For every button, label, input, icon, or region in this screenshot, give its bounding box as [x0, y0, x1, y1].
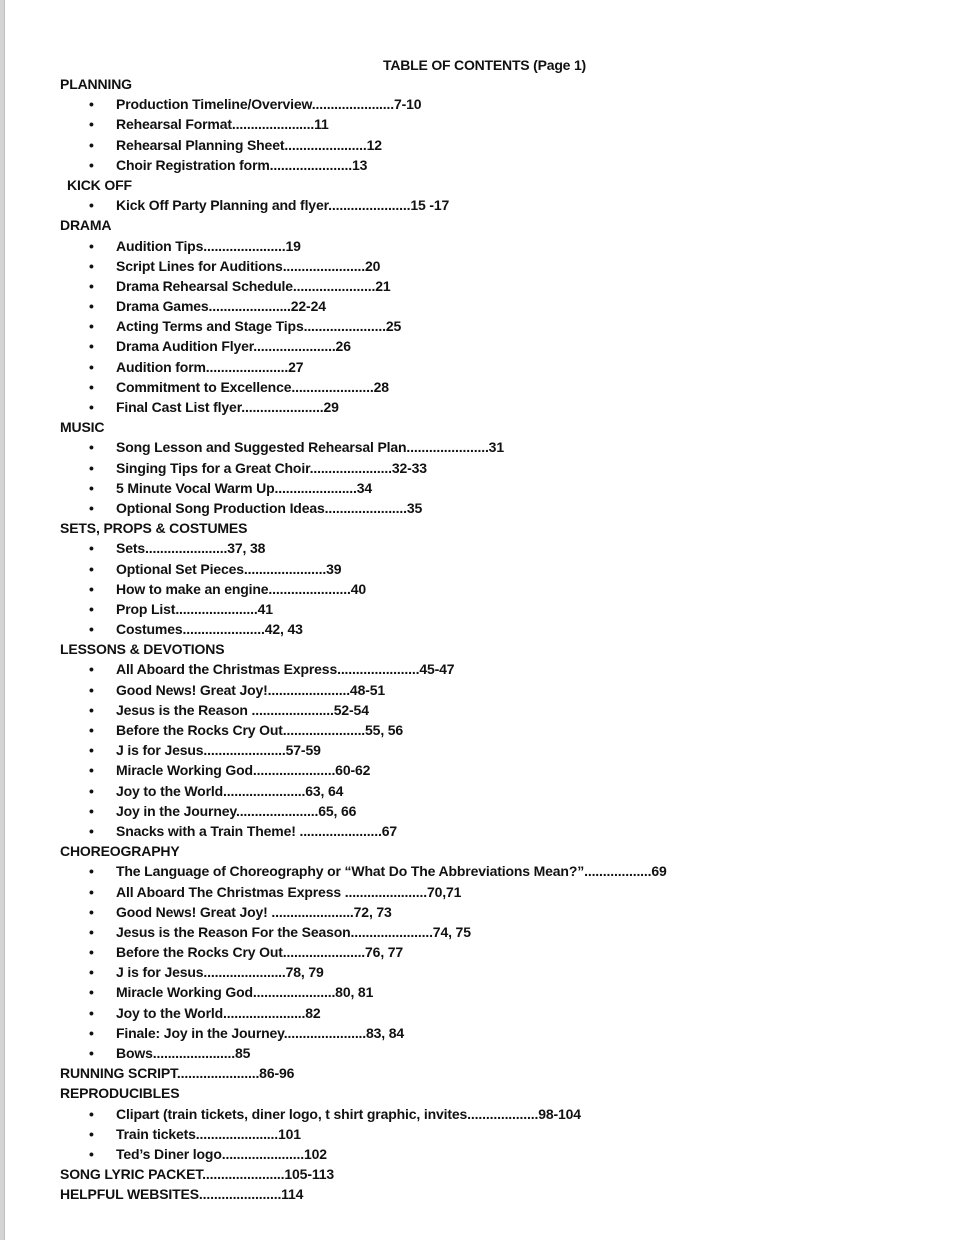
toc-entry-text: Joy to the World......................82: [116, 1004, 321, 1021]
toc-entry: [60, 599, 960, 619]
bullet-icon: •: [89, 540, 94, 557]
toc-entry-text: J is for Jesus......................78, 79: [116, 964, 324, 981]
toc-entry-text: J is for Jesus......................57-59: [116, 742, 321, 759]
bullet-icon: •: [89, 1045, 94, 1061]
bullet-icon: •: [89, 1004, 94, 1021]
toc-entry-text: Audition Tips......................19: [116, 237, 301, 254]
bullet-icon: •: [89, 1024, 94, 1041]
toc-entry-text: Acting Terms and Stage Tips......................25: [116, 318, 402, 335]
toc-entry: [60, 720, 960, 740]
section-heading: HELPFUL WEBSITES......................114: [60, 1186, 304, 1203]
toc-entry-text: Ted’s Diner logo......................102: [116, 1145, 327, 1162]
bullet-icon: •: [89, 358, 94, 375]
section-heading: DRAMA: [60, 217, 112, 234]
toc-entry-text: Bows......................85: [116, 1045, 251, 1061]
toc-entry-text: Commitment to Excellence......................28: [116, 378, 389, 395]
bullet-icon: •: [89, 944, 94, 961]
page-edge: [0, 0, 5, 1240]
toc-entry-text: Before the Rocks Cry Out......................76, 77: [116, 944, 404, 961]
toc-entry: [60, 336, 960, 356]
toc-entry-text: Miracle Working God......................80, 81: [116, 984, 374, 1001]
toc-entry: [60, 195, 960, 215]
toc-entry: [60, 882, 960, 902]
section-heading: REPRODUCIBLES: [60, 1085, 180, 1102]
toc-entry: [60, 94, 960, 114]
toc-entry-text: Prop List......................41: [116, 600, 273, 617]
bullet-icon: •: [89, 298, 94, 315]
toc-entry: [60, 659, 960, 679]
toc-entry-text: Drama Rehearsal Schedule......................21: [116, 277, 391, 294]
toc-entry: [60, 559, 960, 579]
section-heading: RUNNING SCRIPT......................86-96: [60, 1065, 295, 1082]
toc-entry: [60, 619, 960, 639]
toc-entry-text: Optional Song Production Ideas......................35: [116, 499, 423, 516]
section-heading: MUSIC: [60, 419, 105, 436]
toc-entry-text: Song Lesson and Suggested Rehearsal Plan......................31: [116, 439, 504, 456]
toc-entry: [60, 155, 960, 175]
toc-entry-text: Optional Set Pieces......................39: [116, 560, 342, 577]
toc-entry-text: Snacks with a Train Theme! ......................67: [116, 822, 397, 839]
toc-entry: [60, 114, 960, 134]
toc-entry: [60, 478, 960, 498]
toc-entry-text: Finale: Joy in the Journey......................83, 84: [116, 1024, 405, 1041]
toc-entry: [60, 458, 960, 478]
bullet-icon: •: [89, 116, 94, 133]
bullet-icon: •: [89, 399, 94, 415]
toc-entry: [60, 236, 960, 256]
bullet-icon: •: [89, 499, 94, 516]
toc-entry: [60, 296, 960, 316]
toc-entry-text: Singing Tips for a Great Choir......................32-33: [116, 459, 427, 476]
toc-entry-text: Rehearsal Format......................11: [116, 116, 329, 133]
toc-entry: [60, 861, 960, 881]
toc-entry-text: Script Lines for Auditions......................20: [116, 257, 381, 274]
bullet-icon: •: [89, 479, 94, 496]
toc-entry: [60, 135, 960, 155]
toc-entry-text: Final Cast List flyer......................29: [116, 399, 339, 415]
bullet-icon: •: [89, 681, 94, 698]
toc-entry-text: Audition form......................27: [116, 358, 304, 375]
bullet-icon: •: [89, 439, 94, 456]
toc-entry-text: Clipart (train tickets, diner logo, t shirt graphic, invites...................98-104: [116, 1105, 581, 1122]
table-of-contents: [60, 74, 960, 1205]
bullet-icon: •: [89, 237, 94, 254]
bullet-icon: •: [89, 722, 94, 738]
toc-entry: [60, 397, 960, 417]
toc-entry-text: Miracle Working God......................60-62: [116, 762, 371, 779]
bullet-icon: •: [89, 661, 94, 678]
toc-entry-text: Kick Off Party Planning and flyer......................15 -17: [116, 197, 450, 214]
toc-entry: [60, 377, 960, 397]
toc-entry: [60, 982, 960, 1002]
toc-entry: [60, 1144, 960, 1164]
toc-entry: [60, 1003, 960, 1023]
toc-entry-text: Choir Registration form......................13: [116, 156, 368, 173]
toc-entry-text: Train tickets......................101: [116, 1125, 301, 1142]
toc-entry-text: Before the Rocks Cry Out......................55, 56: [116, 722, 404, 738]
toc-entry: [60, 801, 960, 821]
bullet-icon: •: [89, 156, 94, 173]
toc-entry-text: Joy to the World......................63, 64: [116, 782, 344, 799]
bullet-icon: •: [89, 1145, 94, 1162]
toc-entry: [60, 1043, 960, 1063]
toc-entry-text: Jesus is the Reason ......................52-54: [116, 701, 369, 718]
toc-entry-text: Drama Audition Flyer......................26: [116, 338, 351, 355]
toc-entry: [60, 962, 960, 982]
toc-entry: [60, 942, 960, 962]
toc-entry: [60, 256, 960, 276]
bullet-icon: •: [89, 701, 94, 718]
bullet-icon: •: [89, 257, 94, 274]
toc-entry-text: Joy in the Journey......................65, 66: [116, 802, 357, 819]
section-heading: LESSONS & DEVOTIONS: [60, 641, 225, 658]
toc-entry: [60, 781, 960, 801]
toc-entry-text: Production Timeline/Overview......................7-10: [116, 96, 422, 113]
toc-entry: [60, 760, 960, 780]
toc-entry-text: The Language of Choreography or “What Do The Abbreviations Mean?”..................69: [116, 863, 667, 880]
bullet-icon: •: [89, 742, 94, 759]
bullet-icon: •: [89, 1105, 94, 1122]
section-heading: PLANNING: [60, 76, 132, 92]
bullet-icon: •: [89, 964, 94, 981]
bullet-icon: •: [89, 1125, 94, 1142]
toc-entry-text: Good News! Great Joy! ......................72, 73: [116, 903, 392, 920]
toc-entry: [60, 1023, 960, 1043]
bullet-icon: •: [89, 318, 94, 335]
section-heading: CHOREOGRAPHY: [60, 843, 180, 860]
toc-entry-text: How to make an engine......................40: [116, 580, 366, 597]
section-heading: SONG LYRIC PACKET......................105-113: [60, 1166, 334, 1183]
toc-entry: [60, 922, 960, 942]
bullet-icon: •: [89, 802, 94, 819]
toc-entry: [60, 1124, 960, 1144]
toc-entry: [60, 700, 960, 720]
bullet-icon: •: [89, 923, 94, 940]
bullet-icon: •: [89, 136, 94, 153]
toc-entry-text: All Aboard the Christmas Express......................45-47: [116, 661, 455, 678]
toc-entry: [60, 316, 960, 336]
page-title: TABLE OF CONTENTS (Page 1): [383, 57, 586, 73]
bullet-icon: •: [89, 762, 94, 779]
toc-entry: [60, 579, 960, 599]
bullet-icon: •: [89, 984, 94, 1001]
bullet-icon: •: [89, 621, 94, 638]
bullet-icon: •: [89, 197, 94, 214]
bullet-icon: •: [89, 822, 94, 839]
toc-entry: [60, 821, 960, 841]
toc-entry: [60, 902, 960, 922]
bullet-icon: •: [89, 378, 94, 395]
toc-entry-text: Jesus is the Reason For the Season......................74, 75: [116, 923, 471, 940]
bullet-icon: •: [89, 338, 94, 355]
toc-entry: [60, 498, 960, 518]
toc-entry-text: Rehearsal Planning Sheet......................12: [116, 136, 382, 153]
bullet-icon: •: [89, 560, 94, 577]
bullet-icon: •: [89, 580, 94, 597]
bullet-icon: •: [89, 883, 94, 900]
toc-entry: [60, 357, 960, 377]
toc-entry: [60, 680, 960, 700]
toc-entry: [60, 276, 960, 296]
bullet-icon: •: [89, 277, 94, 294]
bullet-icon: •: [89, 96, 94, 113]
toc-entry-text: Good News! Great Joy!......................48-51: [116, 681, 385, 698]
section-heading: SETS, PROPS & COSTUMES: [60, 520, 248, 537]
bullet-icon: •: [89, 863, 94, 880]
toc-entry: [60, 740, 960, 760]
toc-entry-text: Drama Games......................22-24: [116, 298, 326, 315]
toc-entry: [60, 437, 960, 457]
section-heading: KICK OFF: [67, 176, 132, 193]
toc-entry-text: Sets......................37, 38: [116, 540, 266, 557]
toc-entry-text: All Aboard The Christmas Express ......................70,71: [116, 883, 462, 900]
toc-entry-text: 5 Minute Vocal Warm Up......................34: [116, 479, 373, 496]
bullet-icon: •: [89, 459, 94, 476]
bullet-icon: •: [89, 600, 94, 617]
toc-entry-text: Costumes......................42, 43: [116, 621, 303, 638]
bullet-icon: •: [89, 782, 94, 799]
toc-entry: [60, 538, 960, 558]
bullet-icon: •: [89, 903, 94, 920]
toc-entry: [60, 1104, 960, 1124]
